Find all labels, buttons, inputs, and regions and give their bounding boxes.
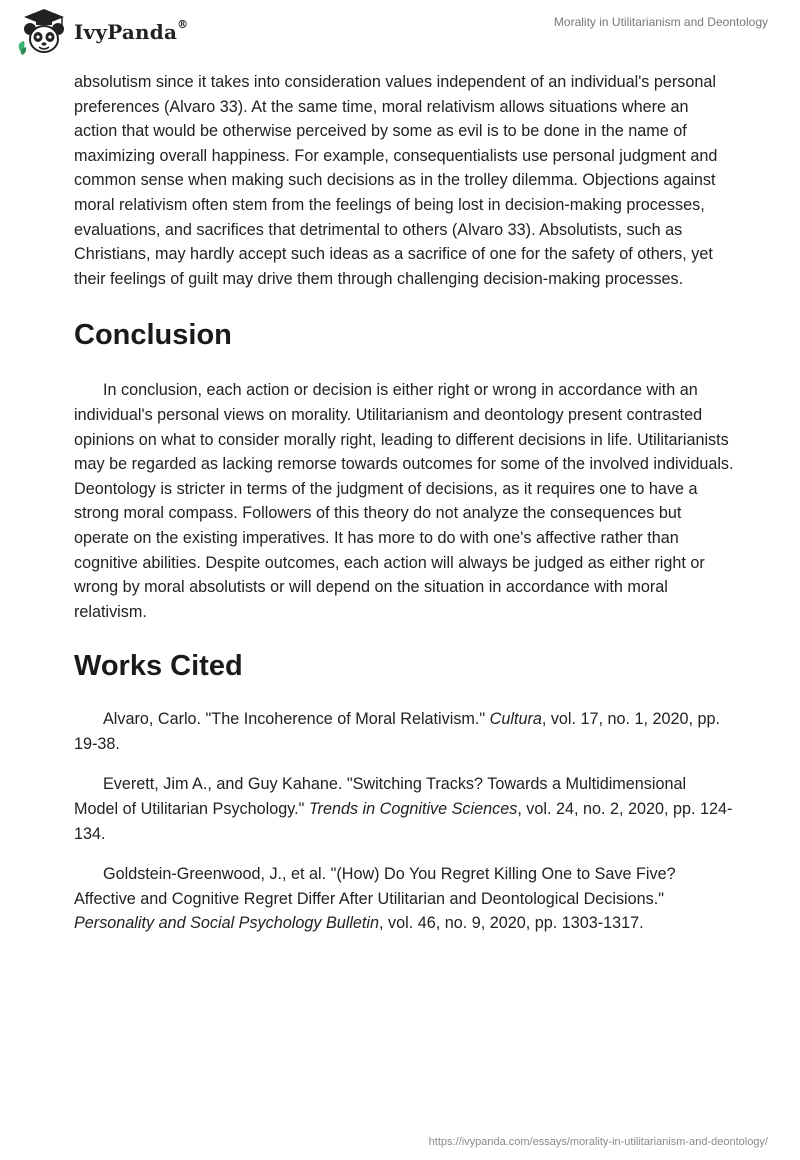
brand-name: IvyPanda® xyxy=(74,18,189,44)
citation-item: Alvaro, Carlo. "The Incoherence of Moral Relativism." Cultura, vol. 17, no. 1, 2020, pp. 19-38. xyxy=(74,710,721,753)
source-url[interactable]: https://ivypanda.com/essays/morality-in-utilitarianism-and-deontology/ xyxy=(428,1136,768,1148)
citation-item: Everett, Jim A., and Guy Kahane. "Switching Tracks? Towards a Multidimensional Model of Utilitarian Psychology." Trends in Cognitive Sciences, vol. 24, no. 2, 2020, pp. 124-134. xyxy=(74,775,733,843)
brand-logo[interactable] xyxy=(14,8,188,56)
document-title: Morality in Utilitarianism and Deontology xyxy=(553,15,768,29)
panda-graduate-icon xyxy=(14,7,70,57)
page-header xyxy=(0,0,800,68)
conclusion-paragraph: In conclusion, each action or decision is either right or wrong in accordance with an individual's personal views on morality. Utilitarianism and deontology present contrasted opinions on what to consider morally right, leading to different decisions in life. Utilitarianists may be regarded as lacking remorse towards outcomes for some of the involved individuals. Deontology is stricter in terms of the judgment of decisions, as it requires one to have a strong moral compass. Followers of this theory do not analyze the consequences but operate on the existing imperatives. It has more to do with one's affective rather than cognitive abilities. Despite outcomes, each action will always be judged as either right or wrong by moral absolutists or will depend on the situation in accordance with moral relativism. xyxy=(74,381,734,621)
works-cited-heading: Works Cited xyxy=(74,650,243,683)
citation-item: Goldstein-Greenwood, J., et al. "(How) Do You Regret Killing One to Save Five? Affective and Cognitive Regret Differ After Utilitarian and Deontological Decisions." Personality and Social Psychology Bulletin, vol. 46, no. 9, 2020, pp. 1303-1317. xyxy=(74,865,676,933)
intro-paragraph: absolutism since it takes into consideration values independent of an individual's personal preferences (Alvaro 33). At the same time, moral relativism allows situations where an action that would be otherwise perceived by some as evil is to be done in the name of maximizing overall happiness. For example, consequentialists use personal judgment and common sense when making such decisions as in the trolley dilemma. Objections against moral relativism often stem from the feelings of being lost in decision-making processes, evaluations, and sacrifices that detrimental to others (Alvaro 33). Absolutists, such as Christians, may hardly accept such ideas as a sacrifice of one for the safety of others, yet their feelings of guilt may drive them through challenging decision-making processes. xyxy=(74,73,718,288)
conclusion-heading: Conclusion xyxy=(74,319,232,352)
essay-content xyxy=(74,70,734,952)
